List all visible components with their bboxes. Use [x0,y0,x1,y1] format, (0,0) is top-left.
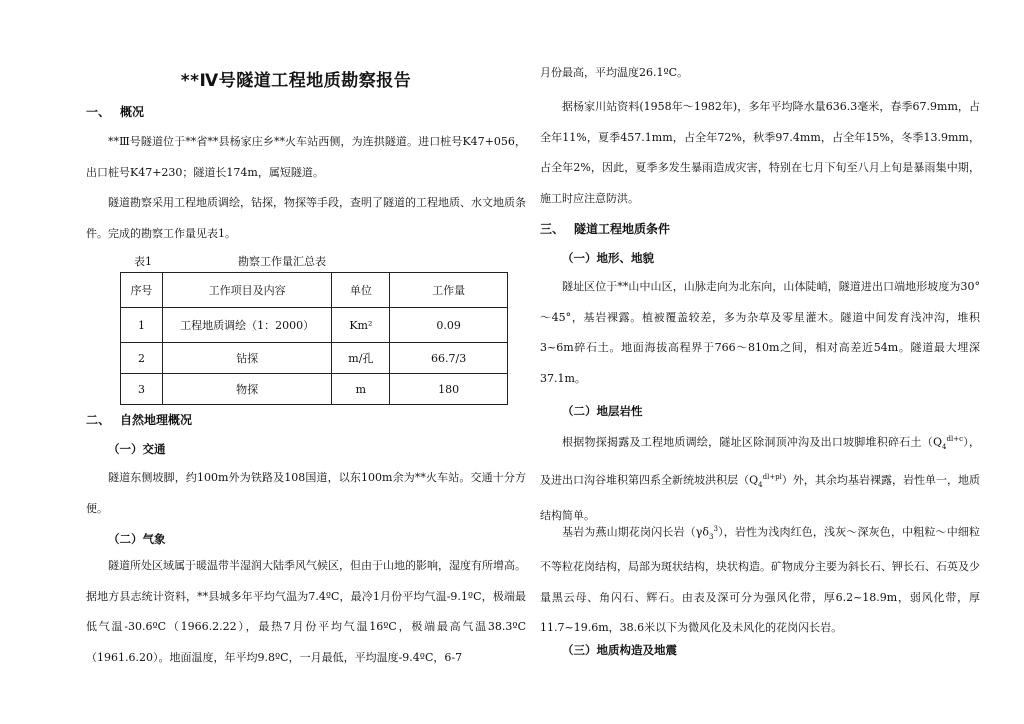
table-cell: 180 [390,374,508,405]
paragraph-strata: 根据物探揭露及工程地质调绘，隧址区除洞顶冲沟及出口坡脚堆积碎石土$(Q_4^{dl+c})$，及进出口沟谷堆积第四系全新统坡洪积层$(Q_4^{dl+pl})$外，其余均基岩裸露，岩性单一，地质结构简单。 [540,435,981,522]
paragraph-terrain: 隧址区位于**山中山区，山脉走向为北东向，山体陡峭，隧道进出口端地形坡度为30°～45°，基岩裸露。植被覆盖较差，多为杂草及零星灌木。隧道中间发育浅冲沟，堆积3~6m碎石土。地面海拔高程界于766～810m之间，相对高差近54m。隧道最大埋深37.1m。 [540,280,980,385]
table-caption: 勘察工作量汇总表 [238,255,326,268]
table-cell: 钻探 [162,343,332,374]
table-cell: m/孔 [332,343,390,374]
paragraph-overview-2: 隧道勘察采用工程地质调绘，钻探，物探等手段，查明了隧道的工程地质、水文地质条件。完成的勘察工作量见表1。 [86,196,526,240]
table-header-cell: 单位 [332,273,390,308]
page-title: **Ⅳ号隧道工程地质勘察报告 [180,71,412,91]
table-cell: 2 [121,343,163,374]
table-cell: 物探 [162,374,332,405]
subsection-heading-climate: （二）气象 [108,532,166,546]
table-row [121,308,508,343]
table-cell: 3 [121,374,163,405]
paragraph-rainfall: 据杨家川站资料(1958年～1982年)，多年平均降水量636.3毫米，春季67.9mm，占全年11%，夏季457.1mm，占全年72%，秋季97.4mm，占全年15%，冬季13.9mm，占全年2%，因此，夏季多发生暴雨造成灾害，特别在七月下旬至八月上旬是暴雨集中期，施工时应注意防洪。 [540,100,980,205]
table-header-cell: 序号 [121,273,163,308]
table-cell: 0.09 [390,308,508,343]
paragraph-traffic: 隧道东侧坡脚，约100m外为铁路及108国道，以东100m余为**火车站。交通十分方便。 [86,471,526,515]
table-cell: m [332,374,390,405]
subsection-heading-terrain: （一）地形、地貌 [562,251,654,265]
paragraph-overview-1: **Ⅲ号隧道位于**省**县杨家庄乡**火车站西侧，为连拱隧道。进口桩号K47+056，出口桩号K47+230；隧道长174m，属短隧道。 [86,135,526,179]
workload-table [120,272,508,405]
table-cell: 1 [121,308,163,343]
paragraph-climate-continued: 月份最高，平均温度26.1ºC。 [540,66,689,79]
table-cell: 工程地质调绘（1：2000） [162,308,332,343]
subsection-heading-strata: （二）地层岩性 [562,404,643,418]
paragraph-climate: 隧道所处区域属于暖温带半湿润大陆季风气候区，但由于山地的影响，湿度有所增高。据地方县志统计资料，**县城多年平均气温为7.4ºC，最冷1月份平均气温-9.1ºC，极端最低气温-30.6ºC（1966.2.22），最热7月份平均气温16ºC，极端最高气温38.3ºC（1961.6.20）。地面温度，年平均9.8ºC，一月最低，平均温度-9.4ºC，6-7 [86,559,526,664]
table-row [121,374,508,405]
subsection-heading-traffic: （一）交通 [108,442,166,456]
table-header-cell: 工作项目及内容 [162,273,332,308]
table-label: 表1 [134,255,152,268]
section-heading-overview: 一、 概况 [86,105,145,119]
section-heading-geology: 三、 隧道工程地质条件 [540,222,671,236]
table-cell: 66.7/3 [390,343,508,374]
paragraph-bedrock: 基岩为燕山期花岗闪长岩$(\gamma\delta_3^3)$，岩性为浅肉红色，浅灰～深灰色，中粗粒～中细粒不等粒花岗结构，局部为斑状结构，块状构造。矿物成分主要为斜长石、钾长石、石英及少量黑云母、角闪石、辉石。由表及深可分为强风化带，厚6.2~18.9m，弱风化带，厚11.7~19.6m，38.6米以下为微风化及未风化的花岗闪长岩。 [540,525,980,635]
table-cell: Km² [332,308,390,343]
table-header-row [121,273,508,308]
subsection-heading-structure: （三）地质构造及地震 [562,643,677,657]
section-heading-geography: 二、 自然地理概况 [86,413,193,427]
table-row [121,343,508,374]
table-header-cell: 工作量 [390,273,508,308]
